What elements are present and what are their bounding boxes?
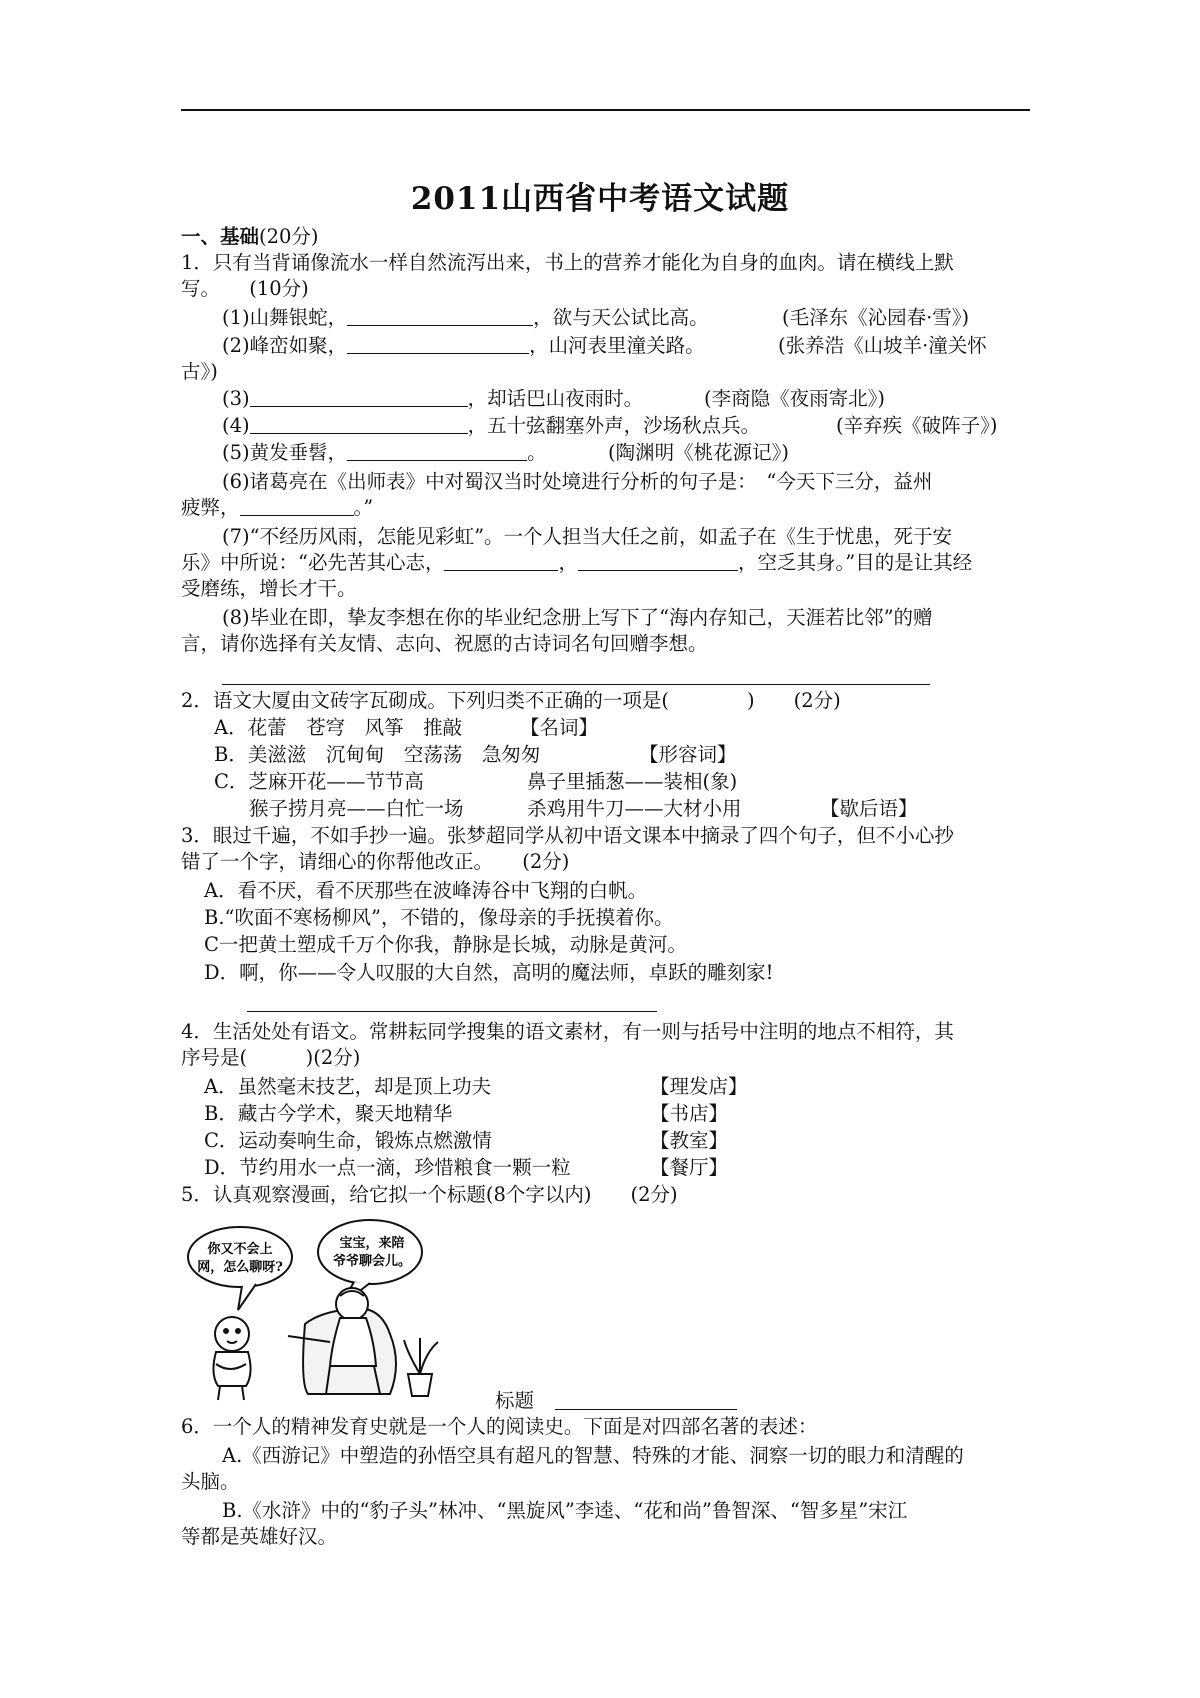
bubble-text: 网，怎么聊呀? bbox=[197, 1260, 283, 1275]
q3-option-b: B.“吹面不寒杨柳风”，不错的，像母亲的手抚摸着你。 bbox=[204, 906, 674, 929]
item-text: 乐》中所说：“必先苦其心志， bbox=[181, 551, 445, 574]
item-text: (4) bbox=[222, 414, 250, 437]
q1-item-6-line1: (6)诸葛亮在《出师表》中对蜀汉当时处境进行分析的句子是： “今天下三分，益州 bbox=[222, 470, 933, 493]
cartoon-image bbox=[180, 1214, 472, 1404]
q1-item-4 bbox=[222, 413, 760, 439]
section-heading bbox=[181, 224, 319, 250]
q4-option-a-tag: 【理发店】 bbox=[650, 1075, 748, 1098]
q1-item-2 bbox=[222, 333, 705, 359]
q3-stem-line1: 3．眼过千遍，不如手抄一遍。张梦超同学从初中语文课本中摘录了四个句子，但不小心抄 bbox=[181, 824, 954, 847]
q2-option-a-tag: 【名词】 bbox=[520, 716, 599, 739]
answer-blank[interactable] bbox=[347, 305, 533, 326]
q4-stem-line2: 序号是( )(2分) bbox=[181, 1046, 361, 1069]
q1-item-6-line2 bbox=[181, 495, 373, 521]
item-text: ，却话巴山夜雨时。 bbox=[467, 387, 644, 410]
bubble-text: 爷爷聊会儿。 bbox=[332, 1254, 412, 1269]
item-text: ，五十弦翻塞外声，沙场秋点兵。 bbox=[467, 414, 761, 437]
q1-item-3 bbox=[222, 386, 643, 412]
answer-line[interactable] bbox=[247, 1011, 657, 1012]
answer-blank[interactable] bbox=[240, 495, 354, 516]
q6-option-b-line1: B.《水浒》中的“豹子头”林冲、“黑旋风”李逵、“花和尚”鲁智深、“智多星”宋江 bbox=[222, 1499, 908, 1522]
speech-bubble-right bbox=[318, 1220, 422, 1306]
q1-item-2-source-cont: 古》) bbox=[181, 360, 218, 383]
q1-item-5 bbox=[222, 440, 547, 466]
q2-option-c-tag: 【歇后语】 bbox=[820, 797, 918, 820]
answer-blank[interactable] bbox=[250, 386, 468, 407]
header-rule bbox=[181, 109, 1030, 111]
q4-stem-line1: 4．生活处处有语文。常耕耘同学搜集的语文素材，有一则与括号中注明的地点不相符，其 bbox=[181, 1020, 954, 1043]
q2-option-c-4: 杀鸡用牛刀——大材小用 bbox=[527, 797, 742, 820]
item-text: ，欲与天公试比高。 bbox=[533, 306, 709, 329]
q1-item-4-source: (辛弃疾《破阵子》) bbox=[836, 414, 998, 437]
answer-blank[interactable] bbox=[347, 440, 527, 461]
q2-option-c-3: 猴子捞月亮——白忙一场 bbox=[249, 797, 464, 820]
item-text: (1)山舞银蛇， bbox=[222, 306, 348, 329]
q1-item-5-source: (陶渊明《桃花源记》) bbox=[608, 441, 789, 464]
q4-option-c: C．运动奏响生命，锻炼点燃激情 bbox=[204, 1129, 492, 1152]
q3-stem-line2: 错了一个字，请细心的你帮他改正。 (2分) bbox=[181, 850, 570, 873]
q4-option-a: A．虽然毫末技艺，却是顶上功夫 bbox=[204, 1075, 492, 1098]
q4-option-d: D．节约用水一点一滴，珍惜粮食一颗一粒 bbox=[204, 1156, 571, 1179]
item-text: ，空乏其身。”目的是让其经 bbox=[738, 551, 973, 574]
title-label: 标题 bbox=[495, 1389, 535, 1412]
item-text: (3) bbox=[222, 387, 250, 410]
bubble-text: 你又不会上 bbox=[207, 1242, 273, 1257]
q1-item-7-line2 bbox=[181, 550, 972, 576]
q4-option-d-tag: 【餐厅】 bbox=[650, 1156, 729, 1179]
answer-blank[interactable] bbox=[347, 333, 529, 354]
answer-blank[interactable] bbox=[578, 550, 738, 571]
q2-option-c-2: 鼻子里插葱——装相(象) bbox=[527, 770, 738, 793]
item-text: ，山河表里潼关路。 bbox=[529, 334, 705, 357]
q4-option-b-tag: 【书店】 bbox=[650, 1102, 729, 1125]
answer-blank[interactable] bbox=[250, 413, 468, 434]
q1-item-3-source: (李商隐《夜雨寄北》) bbox=[704, 387, 885, 410]
q6-option-b-line2: 等都是英雄好汉。 bbox=[181, 1525, 338, 1548]
child-figure bbox=[213, 1317, 250, 1400]
q1-item-1 bbox=[222, 305, 709, 331]
section-points: (20分) bbox=[259, 225, 319, 248]
q6-stem: 6．一个人的精神发育史就是一个人的阅读史。下面是对四部名著的表述： bbox=[181, 1415, 818, 1438]
q1-stem-line1: 1．只有当背诵像流水一样自然流泻出来，书上的营养才能化为自身的血肉。请在横线上默 bbox=[181, 251, 954, 274]
q2-option-c-1: C．芝麻开花——节节高 bbox=[214, 770, 424, 793]
item-text: (5)黄发垂髫， bbox=[222, 441, 348, 464]
q2-option-b-tag: 【形容词】 bbox=[639, 743, 737, 766]
potted-plant bbox=[404, 1338, 438, 1396]
answer-blank[interactable] bbox=[444, 550, 558, 571]
q6-option-a-line1: A.《西游记》中塑造的孙悟空具有超凡的智慧、特殊的才能、洞察一切的眼力和清醒的 bbox=[222, 1444, 964, 1467]
q2-option-b: B．美滋滋 沉甸甸 空荡荡 急匆匆 bbox=[214, 743, 541, 766]
q3-option-c: C一把黄土塑成千万个你我，静脉是长城，动脉是黄河。 bbox=[204, 933, 687, 956]
item-text: 。” bbox=[353, 496, 374, 519]
item-text: 疲弊， bbox=[181, 496, 240, 519]
q6-option-a-line2: 头脑。 bbox=[181, 1470, 240, 1493]
title-answer-line[interactable] bbox=[555, 1409, 737, 1410]
grandpa-figure bbox=[288, 1288, 396, 1394]
q4-option-b: B．藏古今学术，聚天地精华 bbox=[204, 1102, 453, 1125]
bubble-text: 宝宝，来陪 bbox=[339, 1236, 405, 1251]
answer-line[interactable] bbox=[222, 684, 930, 685]
item-text: (2)峰峦如聚， bbox=[222, 334, 348, 357]
q1-item-7-line3: 受磨练，增长才干。 bbox=[181, 577, 357, 600]
q1-item-8-line1: (8)毕业在即，挚友李想在你的毕业纪念册上写下了“海内存知己，天涯若比邻”的赠 bbox=[222, 606, 933, 629]
q1-item-2-source: (张养浩《山坡羊·潼关怀 bbox=[778, 334, 987, 357]
item-text: 。 bbox=[527, 441, 547, 464]
q4-option-c-tag: 【教室】 bbox=[650, 1129, 729, 1152]
page-title: 2011山西省中考语文试题 bbox=[410, 181, 790, 217]
q1-stem-line2: 写。 (10分) bbox=[181, 277, 309, 300]
section-title: 一、基础 bbox=[181, 225, 260, 248]
q3-option-d: D．啊，你——令人叹服的大自然，高明的魔法师，卓跃的雕刻家! bbox=[204, 961, 774, 984]
q1-item-7-line1: (7)“不经历风雨，怎能见彩虹”。一个人担当大任之前，如孟子在《生于忧患，死于安 bbox=[222, 525, 953, 548]
q2-option-a: A．花蕾 苍穹 风筝 推敲 bbox=[214, 716, 463, 739]
item-text: ， bbox=[558, 551, 578, 574]
q1-item-1-source: (毛泽东《沁园春·雪》) bbox=[782, 306, 970, 329]
q2-stem: 2．语文大厦由文砖字瓦砌成。下列归类不正确的一项是( ) (2分) bbox=[181, 689, 841, 712]
q3-option-a: A．看不厌，看不厌那些在波峰涛谷中飞翔的白帆。 bbox=[204, 879, 648, 902]
speech-bubble-left bbox=[188, 1227, 292, 1310]
q1-item-8-line2: 言，请你选择有关友情、志向、祝愿的古诗词名句回赠李想。 bbox=[181, 632, 708, 655]
q5-stem: 5．认真观察漫画，给它拟一个标题(8个字以内) (2分) bbox=[181, 1183, 678, 1206]
